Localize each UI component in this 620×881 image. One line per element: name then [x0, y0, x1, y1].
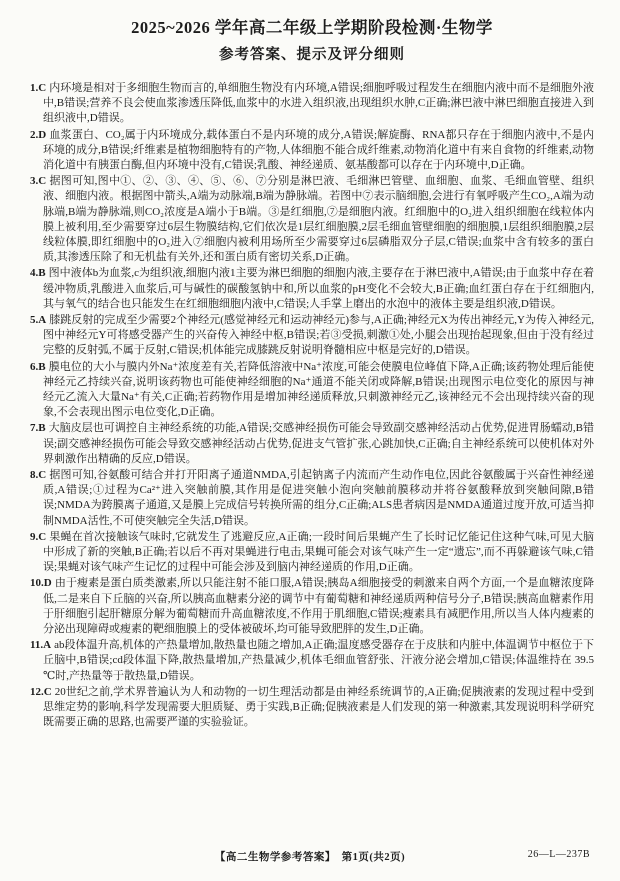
answer-number: 12.C — [30, 685, 52, 698]
answer-text: 据图可知,谷氨酸可结合并打开阳离子通道NMDA,引起钠离子内流而产生动作电位,因此谷氨酸属于兴奋性神经递质,A错误;①过程为Ca²⁺进入突触前膜,其作用是促进突触小泡向突触前膜移动并将谷氨酸释放到突触间隙,B错误;NMDA为跨膜离子通道,又是膜上完成信号转换所需的组分,C正确;ALS患者病因是NMDA通道过度开放,可适当抑制NMDA活性,不可使突触完全失活,D错误。 — [43, 469, 594, 527]
answer-item — [30, 266, 594, 312]
answer-number: 7.B — [30, 422, 46, 435]
answer-item — [30, 128, 594, 174]
answer-list — [30, 81, 594, 731]
answer-text: 膝跳反射的完成至少需要2个神经元(感觉神经元和运动神经元)参与,A正确;神经元X为传出神经元,Y为传入神经元,图中神经元Y可将感受器产生的兴奋传入神经中枢,B错误;若③受损,刺激①处,小腿会出现抬起现象,但由于没有经过完整的反射弧,不属于反射,C错误;机体能完成膝跳反射说明脊髓相应中枢是完好的,D错误。 — [43, 313, 594, 357]
answer-text: 果蝇在首次接触该气味时,它就发生了逃避反应,A正确;一段时间后果蝇产生了长时记忆能记住这种气味,可见大脑中形成了新的突触,B正确;若以后不再对果蝇进行电击,果蝇可能会对该气味产生一定“遗忘”,而不再躲避该气味,C错误;果蝇对该气味产生记忆的过程中可能会涉及到脑内神经递质的作用,D正确。 — [43, 530, 594, 574]
answer-number: 6.B — [30, 360, 46, 373]
answer-text: ab段体温升高,机体的产热量增加,散热量也随之增加,A正确;温度感受器存在于皮肤和内脏中,体温调节中枢位于下丘脑中,B错误;cd段体温下降,散热量增加,产热量减少,机体毛细血管舒张、汗液分泌会增加,C错误;体温维持在 39.5 ℃时,产热量等于散热量,D错误。 — [43, 639, 594, 682]
answer-number: 2.D — [30, 128, 47, 141]
answer-item — [30, 360, 594, 421]
answer-text: 据图可知,图中①、②、③、④、⑤、⑥、⑦分别是淋巴液、毛细淋巴管壁、血细胞、血浆、毛细血管壁、组织液、细胞内液。根据图中箭头,A端为动脉端,B端为静脉端。若图中⑦表示脑细胞,会进行有氧呼吸产生CO₂,A端为动脉端,B端为静脉端,则CO₂浓度是A端小于B端。③是红细胞,⑦是细胞内液。红细胞中的O₂进入组织细胞在线粒体内膜上被利用,至少需要穿过6层生物膜结构,它们依次是1层红细胞膜,2层毛细血管壁细胞的细胞膜,1层组织细胞膜,2层线粒体膜,即红细胞中的O₂进入⑦细胞内被利用场所至少需要穿过6层磷脂双分子层,C错误;血浆中含有较多的蛋白质,其渗透压除了和无机盐有关外,还和蛋白质有密切关系,D正确。 — [43, 175, 594, 264]
answer-text: 图中液体b为血浆,c为组织液,细胞内液1主要为淋巴细胞的细胞内液,主要存在于淋巴液中,A错误;由于血浆中存在着缓冲物质,乳酸进入血浆后,可与碱性的碳酸氢钠中和,所以血浆的pH变化不会较大,B正确;血红蛋白存在于红细胞内,其与氧气的结合也只能发生在红细胞细胞内液中,C错误;人手掌上磨出的水泡中的液体主要是组织液,D错误。 — [43, 267, 594, 310]
answer-number: 8.C — [30, 469, 47, 482]
answer-text: 20世纪之前,学术界普遍认为人和动物的一切生理活动都是由神经系统调节的,A正确;促胰液素的发现过程中受到思维定势的影响,科学发现需要大胆质疑、勇于实践,B正确;促胰液素是人们发现的第一种激素,其发现说明科学研究既需要正确的思路,也需要严谨的实验验证。 — [43, 685, 594, 729]
answer-item — [30, 421, 594, 467]
answer-number: 9.C — [30, 530, 47, 543]
page-subtitle: 参考答案、提示及评分细则 — [219, 47, 405, 64]
answer-item — [30, 81, 594, 127]
answer-number: 3.C — [30, 175, 47, 188]
footer-page-info: 【高二生物学参考答案】 第1页(共2页) — [214, 852, 406, 863]
page-title: 2025~2026 学年高二年级上学期阶段检测·生物学 — [131, 18, 493, 37]
answer-number: 4.B — [30, 267, 46, 280]
answer-item — [30, 685, 594, 731]
answer-text: 由于瘦素是蛋白质类激素,所以只能注射不能口服,A错误;胰岛A细胞接受的刺激来自两个方面,一个是血糖浓度降低,二是来自下丘脑的兴奋,所以胰高血糖素分泌的调节中有葡萄糖和神经递质两种信号分子,B错误;胰高血糖素作用于肝细胞引起肝糖原分解为葡萄糖而升高血糖浓度,不作用于肌细胞,C错误;瘦素具有减肥作用,所以当人体内瘦素的分泌出现障碍或瘦素的靶细胞膜上的受体被破坏,均可能导致肥胖的发生,D正确。 — [43, 577, 594, 636]
answer-text: 膜电位的大小与膜内外Na⁺浓度差有关,若降低溶液中Na⁺浓度,可能会使膜电位峰值下降,A正确;该药物处理后能使神经元乙持续兴奋,说明该药物也可能使神经细胞的Na⁺通道不能关闭或降解,B错误;出现图示电位变化的原因与神经元乙流入大量Na⁺有关,C正确;若药物作用是增加神经递质释放,只刺激神经元乙,该神经元不会出现持续兴奋的现象,不会表现出图示电位变化,D正确。 — [43, 360, 594, 419]
footer-paper-code: 26—L—237B — [527, 849, 590, 860]
answer-item — [30, 530, 594, 576]
answer-item — [30, 576, 594, 637]
answer-text: 大脑皮层也可调控自主神经系统的功能,A错误;交感神经损伤可能会导致副交感神经活动占优势,促进胃肠蠕动,B错误;副交感神经损伤可能会导致交感神经活动占优势,促进支气管扩张,心跳加快,C正确;自主神经系统可以使机体对外界刺激作出精确的反应,D错误。 — [43, 422, 594, 465]
document-header — [30, 16, 594, 65]
answer-item — [30, 468, 594, 529]
page-footer — [0, 849, 620, 865]
answer-item — [30, 313, 594, 359]
answer-number: 1.C — [30, 81, 47, 94]
answer-number: 11.A — [30, 639, 52, 652]
answer-text: 内环境是相对于多细胞生物而言的,单细胞生物没有内环境,A错误;细胞呼吸过程发生在细胞内液中而不是细胞外液中,B错误;营养不良会使血浆渗透压降低,血浆中的水进入组织液,出现组织水肿,C正确;淋巴液中淋巴细胞直接进入到组织液中,D错误。 — [43, 81, 594, 125]
answer-text: 血浆蛋白、CO₂属于内环境成分,载体蛋白不是内环境的成分,A错误;解旋酶、RNA都只存在于细胞内液中,不是内环境的成分,B错误;纤维素是植物细胞特有的产物,人体细胞不能合成纤维素,动物消化道中有来自食物的纤维素,动物消化道中有胰蛋白酶,但内环境中没有,C错误;乳酸、神经递质、氨基酸都可以存在于内环境中,D正确。 — [43, 128, 594, 171]
answer-item — [30, 174, 594, 265]
answer-number: 5.A — [30, 313, 47, 326]
answer-number: 10.D — [30, 577, 52, 590]
answer-item — [30, 638, 594, 684]
